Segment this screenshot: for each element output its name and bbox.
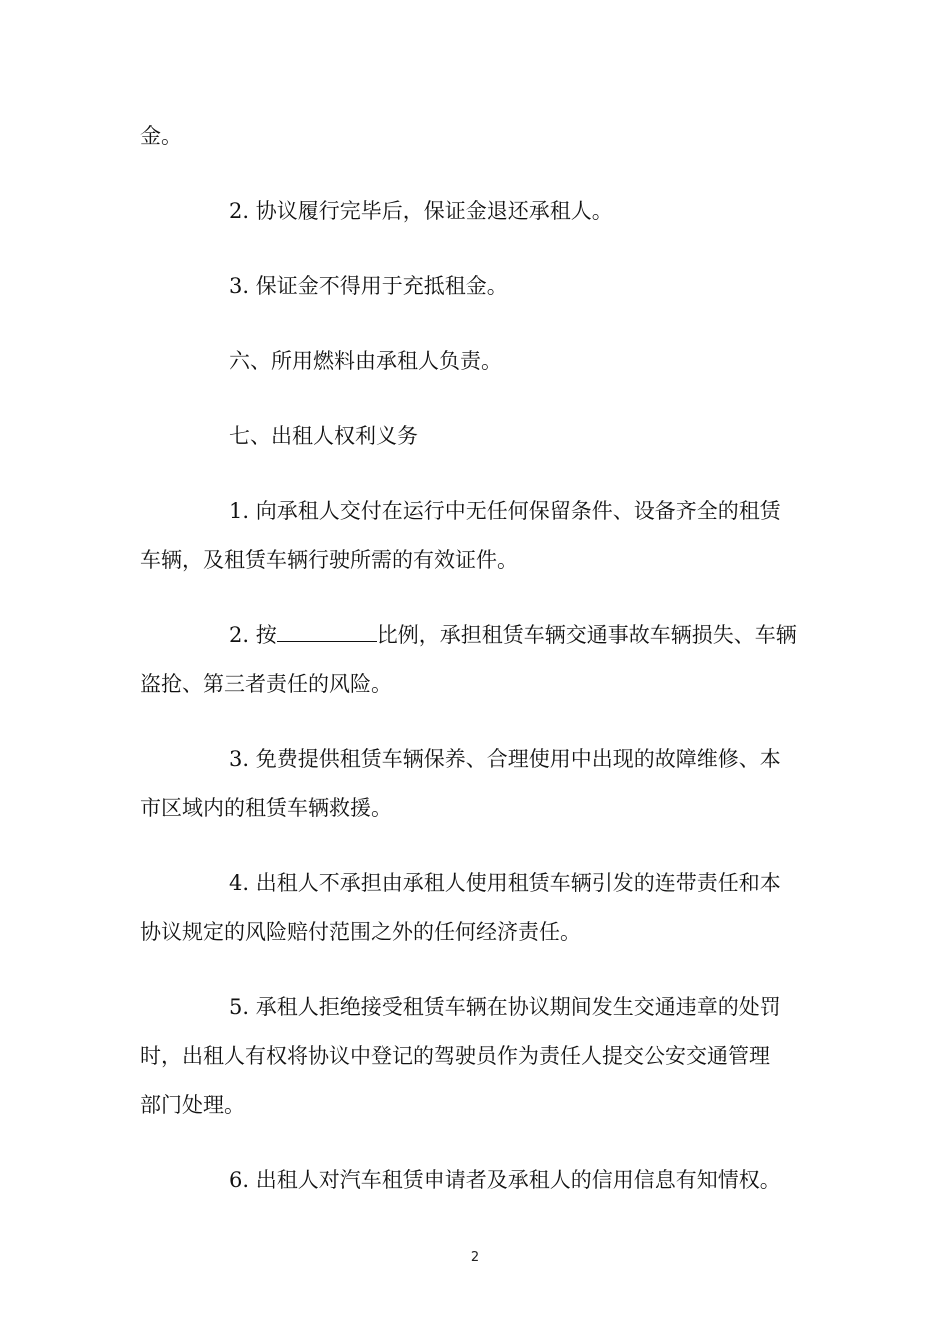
fill-in-blank xyxy=(277,621,377,642)
text-line: 3. 免费提供租赁车辆保养、合理使用中出现的故障维修、本 xyxy=(229,747,781,771)
text-fragment: 比例，承担租赁车辆交通事故车辆损失、车辆 xyxy=(376,623,797,647)
text-line: 时，出租人有权将协议中登记的驾驶员作为责任人提交公安交通管理 xyxy=(140,1044,770,1068)
text-line: 5. 承租人拒绝接受租赁车辆在协议期间发生交通违章的处罚 xyxy=(229,995,781,1019)
text-line: 4. 出租人不承担由承租人使用租赁车辆引发的连带责任和本 xyxy=(229,871,781,895)
page-number: 2 xyxy=(470,1250,480,1265)
text-line: 车辆，及租赁车辆行驶所需的有效证件。 xyxy=(140,548,518,572)
text-line-with-blank xyxy=(229,621,797,649)
text-line: 市区域内的租赁车辆救援。 xyxy=(140,796,392,820)
text-line: 协议规定的风险赔付范围之外的任何经济责任。 xyxy=(140,920,581,944)
text-fragment: 2. 按 xyxy=(229,623,277,647)
text-line: 6. 出租人对汽车租赁申请者及承租人的信用信息有知情权。 xyxy=(229,1168,781,1192)
text-line: 3. 保证金不得用于充抵租金。 xyxy=(229,274,508,298)
text-line: 金。 xyxy=(140,124,182,148)
text-line: 六、所用燃料由承租人负责。 xyxy=(229,349,502,373)
text-line: 2. 协议履行完毕后，保证金退还承租人。 xyxy=(229,199,613,223)
text-line: 1. 向承租人交付在运行中无任何保留条件、设备齐全的租赁 xyxy=(229,499,781,523)
section-heading: 七、出租人权利义务 xyxy=(229,424,418,448)
text-line: 部门处理。 xyxy=(140,1093,245,1117)
text-line: 盗抢、第三者责任的风险。 xyxy=(140,672,392,696)
